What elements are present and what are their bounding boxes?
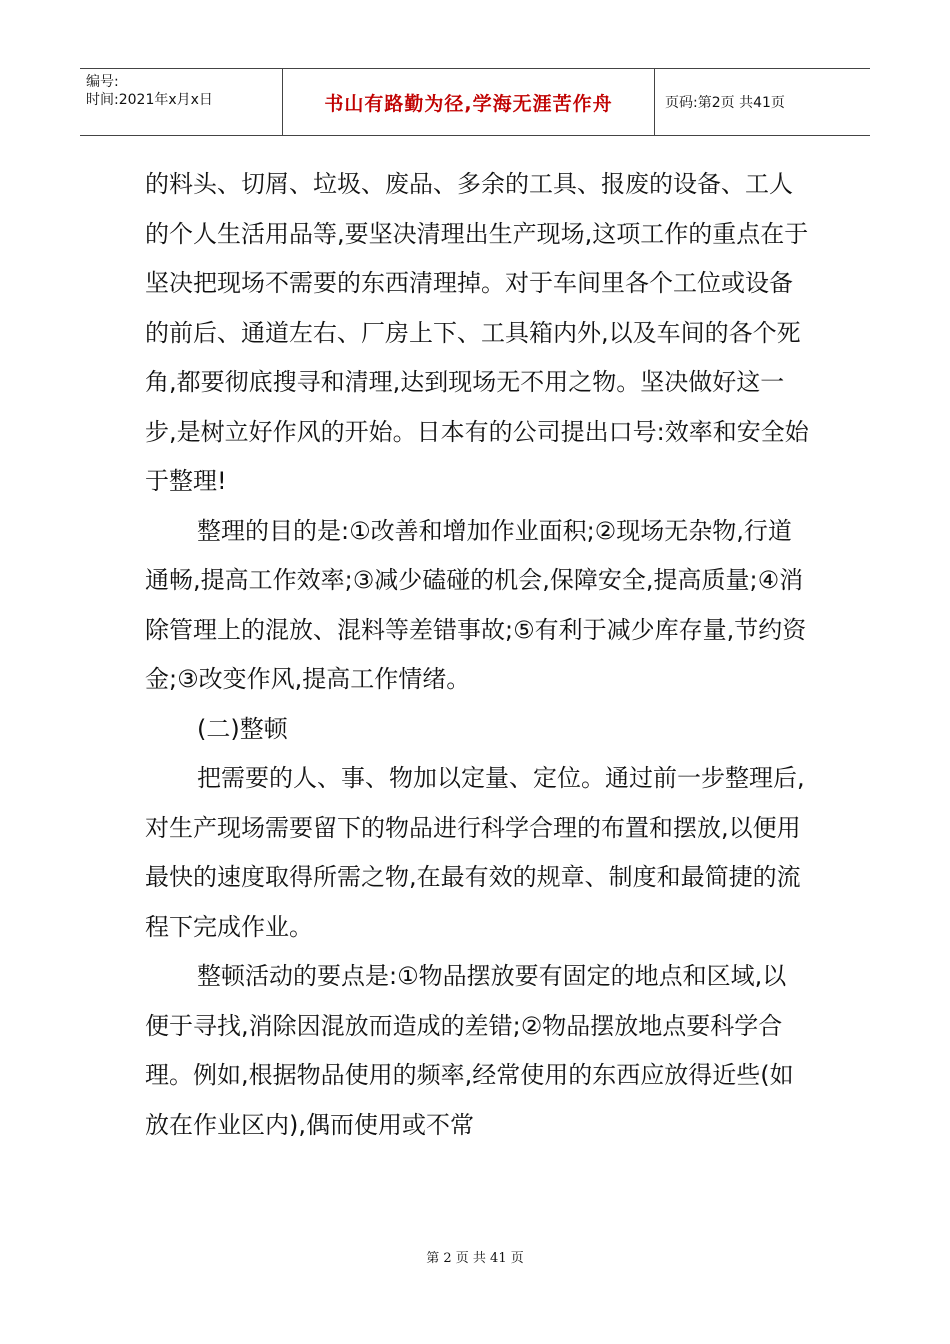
paragraph-arrangement-points: 整顿活动的要点是:①物品摆放要有固定的地点和区域,以便于寻找,消除因混放而造成的差错;②物品摆放地点要科学合理。例如,根据物品使用的频率,经常使用的东西应放得近些(如放在作业区内),偶而使用或不常 (145, 962, 794, 1139)
paragraph-sorting-purpose: 整理的目的是:①改善和增加作业面积;②现场无杂物,行道通畅,提高工作效率;③减少磕碰的机会,保障安全,提高质量;④消除管理上的混放、混料等差错事故;⑤有利于减少库存量,节约资金;③改变作风,提高工作情绪。 (145, 516, 807, 693)
section-heading: (二)整顿 (197, 714, 288, 743)
header-motto-cell (283, 69, 655, 135)
page-footer: 第 2 页 共 41 页 (426, 1251, 524, 1266)
document-date: 时间:2021年x月x日 (86, 92, 213, 108)
document-number-label: 编号: (86, 74, 119, 90)
paragraph-arrangement: 把需要的人、事、物加以定量、定位。通过前一步整理后,对生产现场需要留下的物品进行科学合理的布置和摆放,以便用最快的速度取得所需之物,在最有效的规章、制度和最简捷的流程下完成作业。 (145, 764, 805, 941)
header-motto: 书山有路勤为径,学海无涯苦作舟 (324, 92, 613, 115)
document-body (145, 160, 810, 1150)
document-header (80, 68, 870, 136)
paragraph-continuation: 的料头、切屑、垃圾、废品、多余的工具、报废的设备、工人的个人生活用品等,要坚决清理出生产现场,这项工作的重点在于坚决把现场不需要的东西清理掉。对于车间里各个工位或设备的前后、通道左右、厂房上下、工具箱内外,以及车间的各个死角,都要彻底搜寻和清理,达到现场无不用之物。坚决做好这一步,是树立好作风的开始。日本有的公司提出口号:效率和安全始于整理! (145, 170, 809, 495)
header-page-info: 页码:第2页 共41页 (665, 95, 785, 111)
header-meta-cell (80, 69, 283, 135)
header-page-cell (655, 69, 870, 135)
